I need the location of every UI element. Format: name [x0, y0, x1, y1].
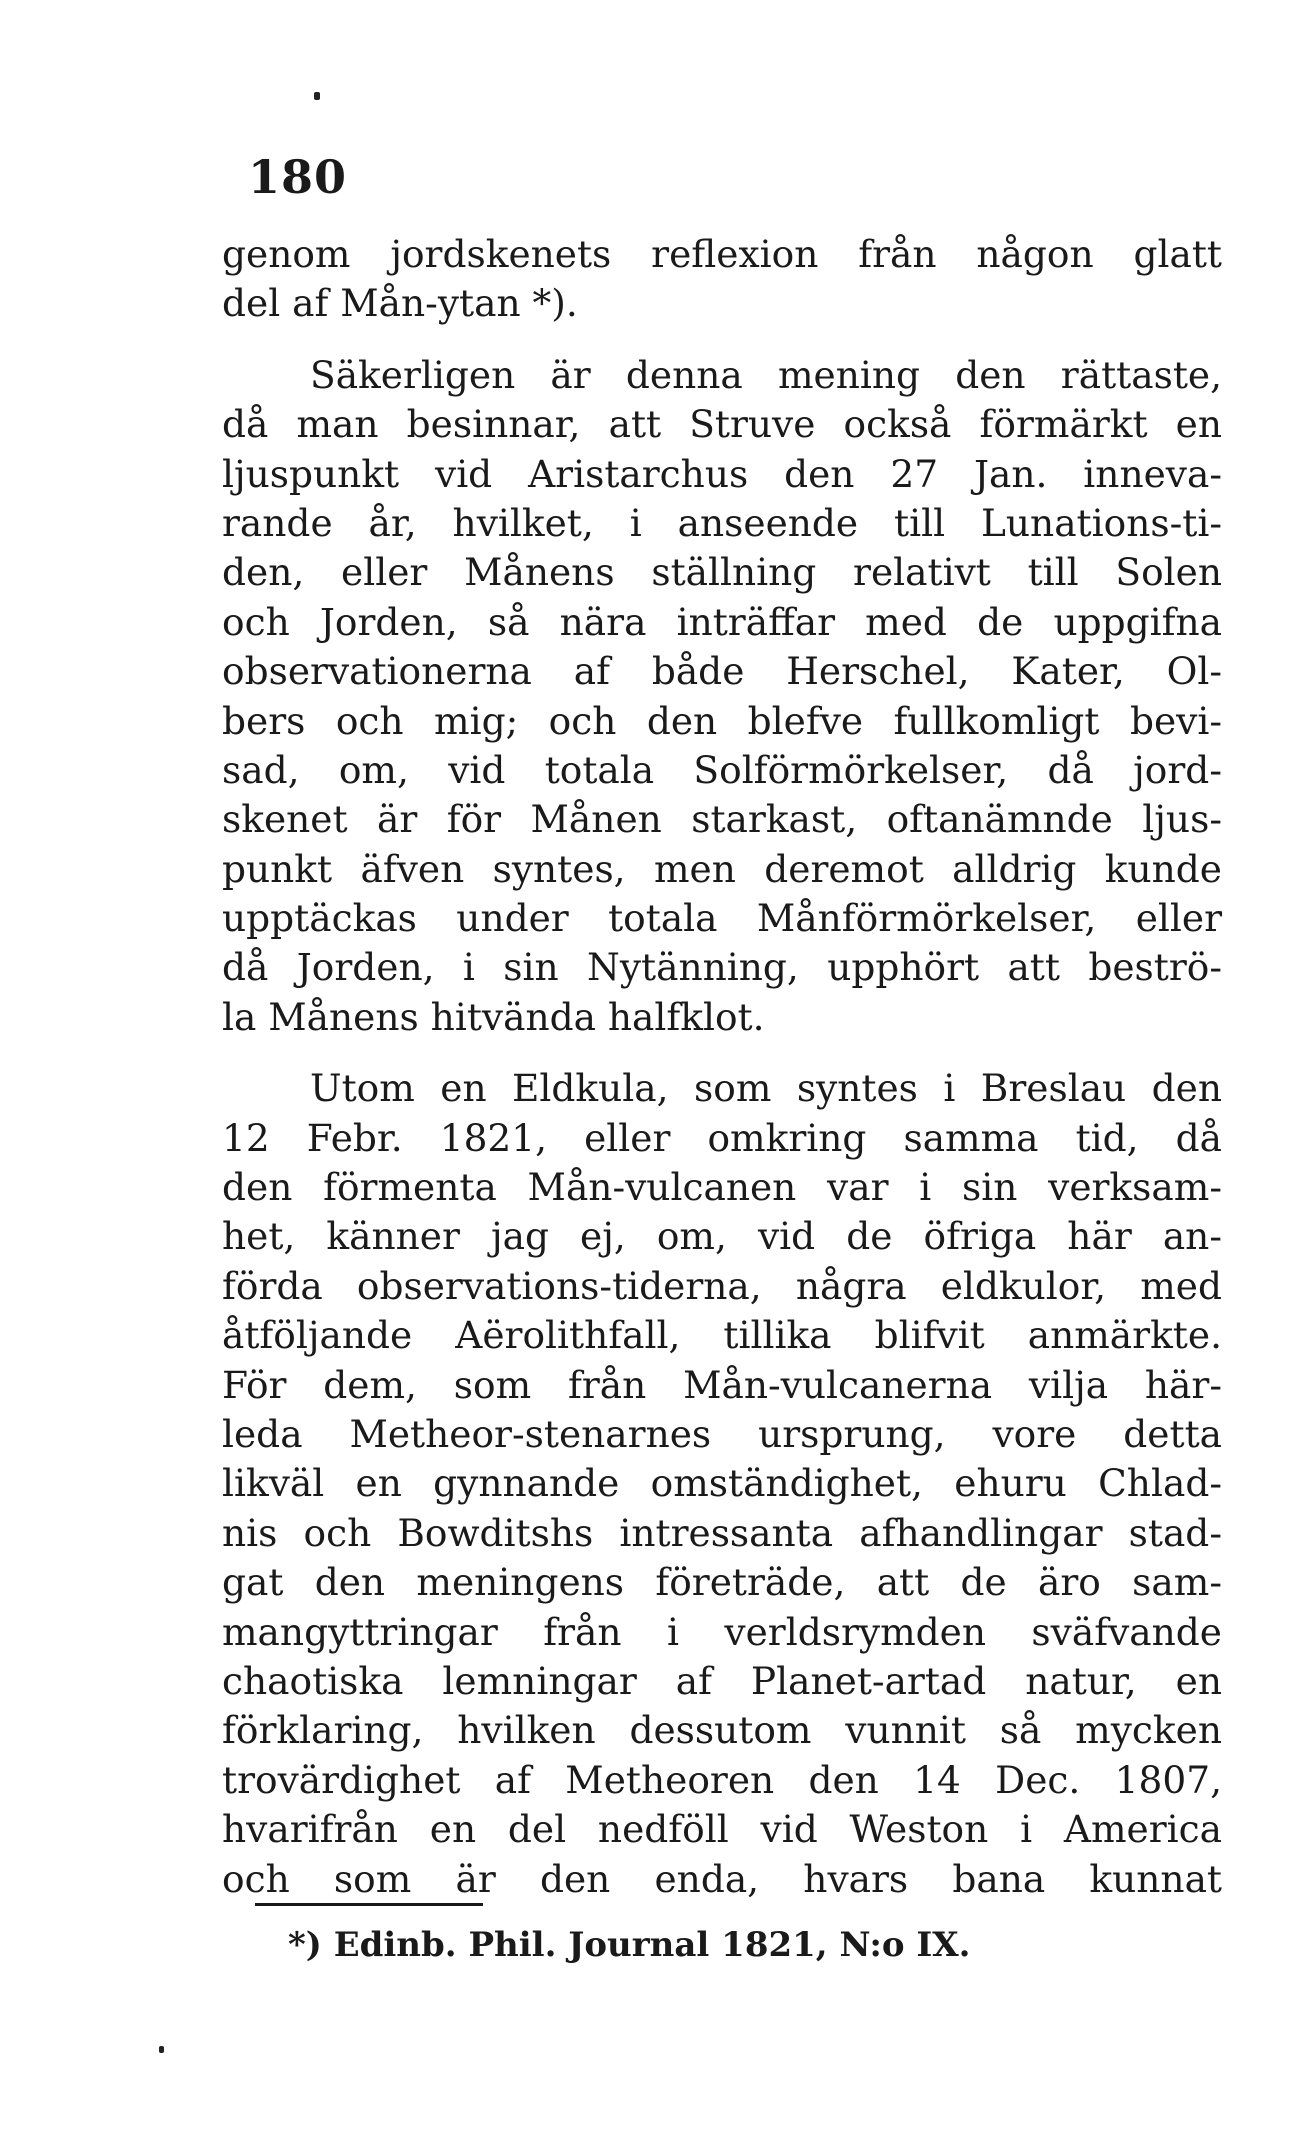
text-line: och Jorden, så nära inträffar med de uppgifna [222, 599, 1222, 644]
text-line: gat den meningens företräde, att de äro sam- [222, 1560, 1222, 1605]
footnote-rule [255, 1903, 483, 1906]
text-line: het, känner jag ej, om, vid de öfriga här an- [222, 1214, 1222, 1259]
paragraph-gap [222, 329, 1222, 351]
text-line: likväl en gynnande omständighet, ehuru Chlad- [222, 1461, 1222, 1506]
text-line: skenet är för Månen starkast, oftanämnde ljus- [222, 797, 1222, 842]
text-line: chaotiska lemningar af Planet-artad natur, en [222, 1658, 1222, 1703]
text-line: del af Mån-ytan *). [222, 281, 578, 326]
text-line: Säkerligen är denna mening den rättaste, [310, 352, 1222, 397]
text-line: rande år, hvilket, i anseende till Lunations-ti- [222, 500, 1222, 545]
text-line: upptäckas under totala Månförmörkelser, eller [222, 896, 1222, 941]
text-line: då man besinnar, att Struve också förmärkt en [222, 402, 1222, 447]
text-line: den förmenta Mån-vulcanen var i sin verksam- [222, 1165, 1222, 1210]
text-line: bers och mig; och den blefve fullkomligt bevi- [222, 698, 1222, 743]
page-number: 180 [248, 150, 348, 204]
text-line: leda Metheor-stenarnes ursprung, vore detta [222, 1411, 1222, 1456]
text-line: Utom en Eldkula, som syntes i Breslau den [310, 1066, 1222, 1111]
paragraph-gap [222, 1042, 1222, 1064]
text-line: då Jorden, i sin Nytänning, upphört att beströ- [222, 945, 1222, 990]
print-speck [314, 92, 320, 100]
body-text [222, 230, 1222, 1904]
text-line: la Månens hitvända halfklot. [222, 994, 765, 1039]
text-line: punkt äfven syntes, men deremot alldrig kunde [222, 846, 1222, 891]
text-line: ljuspunkt vid Aristarchus den 27 Jan. inneva- [222, 451, 1222, 496]
text-line: och som är den enda, hvars bana kunnat [222, 1856, 1222, 1901]
print-speck [159, 2046, 164, 2053]
text-line: sad, om, vid totala Solförmörkelser, då jord- [222, 747, 1222, 792]
text-line: förda observations-tiderna, några eldkulor, med [222, 1263, 1222, 1308]
text-line: trovärdighet af Metheoren den 14 Dec. 1807, [222, 1757, 1222, 1802]
text-line: genom jordskenets reflexion från någon glatt [222, 232, 1222, 276]
text-line: 12 Febr. 1821, eller omkring samma tid, då [222, 1115, 1222, 1160]
text-line: åtföljande Aërolithfall, tillika blifvit anmärkte. [222, 1313, 1222, 1358]
footnote: *) Edinb. Phil. Journal 1821, N:o IX. [288, 1925, 971, 1965]
text-line: nis och Bowditshs intressanta afhandlingar stad- [222, 1510, 1222, 1555]
text-line: den, eller Månens ställning relativt till Solen [222, 550, 1222, 595]
text-line: förklaring, hvilken dessutom vunnit så mycken [222, 1708, 1222, 1753]
text-line: mangyttringar från i verldsrymden sväfvande [222, 1609, 1222, 1654]
text-line: hvarifrån en del nedföll vid Weston i America [222, 1807, 1222, 1852]
text-line: För dem, som från Mån-vulcanerna vilja här- [222, 1362, 1222, 1407]
text-line: observationerna af både Herschel, Kater, Ol- [222, 649, 1222, 694]
